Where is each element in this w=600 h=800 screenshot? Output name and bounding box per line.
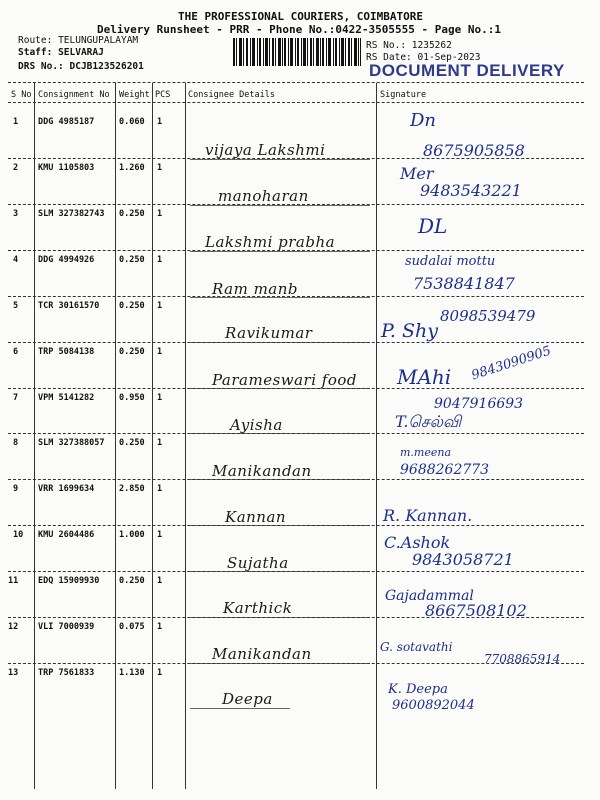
col-divider xyxy=(34,83,35,789)
row-signature: K. Deepa xyxy=(388,682,448,697)
row-phone: 8098539479 xyxy=(440,307,536,325)
row-pcs: 1 xyxy=(157,163,163,173)
rs-no-line xyxy=(366,40,452,51)
row-pcs: 1 xyxy=(157,255,163,265)
row-weight: 0.250 xyxy=(119,347,145,357)
row-phone: 7708865914 xyxy=(484,652,561,666)
route-line xyxy=(18,35,138,46)
row-consignee: Ram manb xyxy=(212,280,299,298)
row-sno: 5 xyxy=(13,301,19,311)
col-pcs: PCS xyxy=(155,90,171,100)
row-pcs: 1 xyxy=(157,209,163,219)
document-delivery-stamp: DOCUMENT DELIVERY xyxy=(369,61,565,80)
row-consignment: SLM 327382743 xyxy=(38,209,105,219)
row-signature: m.meena xyxy=(400,446,452,459)
row-consignment: SLM 327388057 xyxy=(38,438,105,448)
row-sno: 1 xyxy=(13,117,19,127)
row-consignment: VLI 7000939 xyxy=(38,622,95,632)
row-sno: 3 xyxy=(13,209,19,219)
row-consignment: KMU 1105803 xyxy=(38,163,95,173)
col-consignee: Consignee Details xyxy=(188,90,275,100)
row-sno: 10 xyxy=(13,530,24,540)
row-signature: sudalai mottu xyxy=(405,254,496,269)
staff-label: Staff: xyxy=(18,47,53,58)
row-signature: Gajadammal xyxy=(385,588,474,604)
row-pcs: 1 xyxy=(157,668,163,678)
row-consignee: vijaya Lakshmi xyxy=(205,141,326,159)
row-consignee: Sujatha xyxy=(227,554,289,572)
route-label: Route: xyxy=(18,35,53,46)
row-consignee: Deepa xyxy=(222,690,273,708)
row-weight: 1.130 xyxy=(119,668,145,678)
row-signature: C.Ashok xyxy=(384,533,451,552)
row-weight: 0.250 xyxy=(119,576,145,586)
row-weight: 0.060 xyxy=(119,117,145,127)
consignee-underline xyxy=(190,159,370,160)
row-signature: T.செல்வி xyxy=(395,412,462,431)
col-weight: Weight xyxy=(119,90,150,100)
row-separator xyxy=(8,388,584,389)
col-consignment: Consignment No xyxy=(38,90,110,100)
row-pcs: 1 xyxy=(157,438,163,448)
drs-label: DRS No.: xyxy=(18,61,64,72)
row-signature: R. Kannan. xyxy=(383,506,473,525)
row-phone: 9600892044 xyxy=(392,698,475,713)
col-divider xyxy=(115,83,116,789)
row-phone: 8675905858 xyxy=(423,141,525,160)
row-sno: 7 xyxy=(13,393,19,403)
row-separator xyxy=(8,204,584,205)
row-consignment: TRP 5084138 xyxy=(38,347,95,357)
row-signature: Dn xyxy=(410,110,437,131)
row-pcs: 1 xyxy=(157,117,163,127)
rs-date-value: 01-Sep-2023 xyxy=(417,52,481,63)
row-consignee: Kannan xyxy=(225,508,287,526)
row-weight: 0.075 xyxy=(119,622,145,632)
col-divider xyxy=(185,83,186,789)
row-pcs: 1 xyxy=(157,301,163,311)
row-consignment: EDQ 15909930 xyxy=(38,576,100,586)
row-weight: 0.250 xyxy=(119,255,145,265)
row-separator xyxy=(8,479,584,480)
row-pcs: 1 xyxy=(157,347,163,357)
row-sno: 8 xyxy=(13,438,19,448)
header-top-rule xyxy=(8,82,584,83)
row-consignment: DDG 4985187 xyxy=(38,117,95,127)
row-consignment: DDG 4994926 xyxy=(38,255,95,265)
rs-no-label: RS No.: xyxy=(366,40,407,51)
row-signature: DL xyxy=(418,214,448,238)
row-consignment: VRR 1699634 xyxy=(38,484,95,494)
row-sno: 13 xyxy=(8,668,19,678)
row-consignee: Parameswari food xyxy=(212,371,358,389)
row-pcs: 1 xyxy=(157,393,163,403)
row-separator xyxy=(8,525,584,526)
row-sno: 11 xyxy=(8,576,19,586)
row-consignee: Lakshmi prabha xyxy=(205,233,336,251)
runsheet-subtitle: Delivery Runsheet - PRR - Phone No.:0422-3505555 - Page No.:1 xyxy=(97,23,501,36)
row-weight: 2.850 xyxy=(119,484,145,494)
row-consignee: Manikandan xyxy=(212,645,312,663)
row-pcs: 1 xyxy=(157,530,163,540)
row-phone: 7538841847 xyxy=(413,274,515,293)
row-sno: 2 xyxy=(13,163,19,173)
row-weight: 1.260 xyxy=(119,163,145,173)
company-title: THE PROFESSIONAL COURIERS, COIMBATORE xyxy=(178,10,424,23)
row-consignee: manoharan xyxy=(218,187,309,205)
row-separator xyxy=(8,296,584,297)
row-weight: 0.950 xyxy=(119,393,145,403)
row-separator xyxy=(8,617,584,618)
row-sno: 6 xyxy=(13,347,19,357)
row-signature: P. Shy xyxy=(381,320,438,342)
row-sno: 12 xyxy=(8,622,19,632)
row-signature: Mer xyxy=(400,164,434,183)
row-weight: 0.250 xyxy=(119,438,145,448)
row-separator xyxy=(8,663,584,664)
col-sno: S No xyxy=(11,90,32,100)
staff-line xyxy=(18,47,104,58)
staff-value: SELVARAJ xyxy=(58,47,104,58)
row-phone: 9483543221 xyxy=(420,181,522,200)
row-weight: 1.000 xyxy=(119,530,145,540)
row-weight: 0.250 xyxy=(119,209,145,219)
row-signature: MAhi xyxy=(397,365,452,389)
row-phone: 9047916693 xyxy=(434,396,524,412)
row-phone: 9843090905 xyxy=(469,343,554,384)
consignee-underline xyxy=(190,708,290,709)
consignee-underline xyxy=(190,251,370,252)
row-phone: 9843058721 xyxy=(412,550,514,569)
row-sno: 9 xyxy=(13,484,19,494)
row-consignment: KMU 2604486 xyxy=(38,530,95,540)
drs-line xyxy=(18,61,144,72)
row-separator xyxy=(8,433,584,434)
row-separator xyxy=(8,158,584,159)
col-divider xyxy=(376,83,377,789)
row-pcs: 1 xyxy=(157,576,163,586)
consignee-underline xyxy=(190,297,370,298)
row-pcs: 1 xyxy=(157,484,163,494)
row-consignee: Ayisha xyxy=(230,416,283,434)
barcode xyxy=(233,38,361,66)
row-separator xyxy=(8,250,584,251)
col-divider xyxy=(152,83,153,789)
row-consignee: Ravikumar xyxy=(225,324,313,342)
rs-date-label: RS Date: xyxy=(366,52,412,63)
consignee-underline xyxy=(190,205,370,206)
row-consignment: VPM 5141282 xyxy=(38,393,95,403)
row-consignee: Manikandan xyxy=(212,462,312,480)
row-consignee: Karthick xyxy=(223,599,293,617)
rs-no-value: 1235262 xyxy=(411,40,452,51)
row-signature: G. sotavathi xyxy=(380,640,453,654)
route-value: TELUNGUPALAYAM xyxy=(58,35,139,46)
row-consignment: TCR 30161570 xyxy=(38,301,100,311)
header-bottom-rule xyxy=(8,102,584,103)
drs-value: DCJB123526201 xyxy=(69,61,144,72)
row-consignment: TRP 7561833 xyxy=(38,668,95,678)
row-phone: 9688262773 xyxy=(400,462,490,478)
row-weight: 0.250 xyxy=(119,301,145,311)
row-sno: 4 xyxy=(13,255,19,265)
row-pcs: 1 xyxy=(157,622,163,632)
col-signature: Signature xyxy=(380,90,427,100)
row-separator xyxy=(8,571,584,572)
row-separator xyxy=(8,342,584,343)
row-phone: 8667508102 xyxy=(425,601,527,620)
